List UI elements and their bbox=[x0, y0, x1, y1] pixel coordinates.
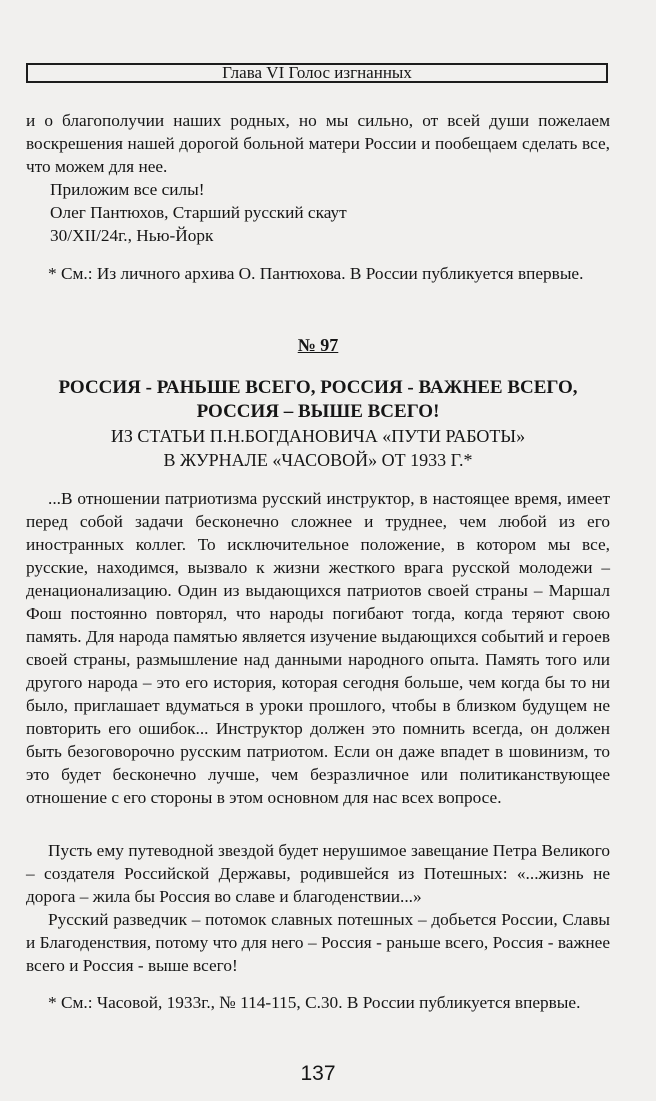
chapter-header: Глава VI Голос изгнанных bbox=[26, 63, 608, 83]
footnote: * См.: Из личного архива О. Пантюхова. В России публикуется впервые. bbox=[48, 264, 584, 283]
footnote: * См.: Часовой, 1933г., № 114-115, С.30. В России публикуется впервые. bbox=[48, 993, 581, 1012]
body-paragraph: Пусть ему путеводной звездой будет нерушимое завещание Петра Великого – создателя Российской Державы, родившейся из Потешных: «...жизнь не дорога – жила бы Россия во славе и благоденствии...» bbox=[26, 841, 610, 906]
closing-line: Олег Пантюхов, Старший русский скаут bbox=[50, 203, 347, 222]
document-subtitle: ИЗ СТАТЬИ П.Н.БОГДАНОВИЧА «ПУТИ РАБОТЫ» bbox=[110, 426, 526, 446]
document-title: РОССИЯ – ВЫШЕ ВСЕГО! bbox=[196, 401, 440, 422]
document-title: РОССИЯ - РАНЬШЕ ВСЕГО, РОССИЯ - ВАЖНЕЕ ВСЕГО, bbox=[58, 377, 578, 398]
document-number: № 97 bbox=[297, 335, 339, 355]
closing-line: Приложим все силы! bbox=[50, 180, 205, 199]
closing-line: 30/XII/24г., Нью-Йорк bbox=[50, 226, 214, 245]
body-paragraph: Русский разведчик – потомок славных потешных – добьется России, Славы и Благоденствия, потому что для него – Россия - раньше всего, Россия - важнее всего и Россия - выше всего! bbox=[26, 910, 610, 975]
body-paragraph: ...В отношении патриотизма русский инструктор, в настоящее время, имеет перед собой задачи бесконечно сложнее и труднее, чем любой из его иностранных коллег. То исключительное положение, в котором мы все, русские, находимся, вызвало к жизни жесткого врага русской молодежи – денационализацию. Один из выдающихся патриотов своей страны – Маршал Фош постоянно повторял, что народы погибают тогда, когда теряют свою память. Для народа памятью является изучение выдающихся событий и героев своей страны, размышление над данными народного опыта. Память того или другого народа – это его история, которая сегодня больше, чем когда бы то ни было, приглашает вдуматься в уроки прошлого, чтобы в близком будущем не повторить его ошибок... Инструктор должен это помнить всегда, он должен быть безоговорочно русским патриотом. Если он даже впадет в шовинизм, то это будет бесконечно лучше, чем безразличное или политиканствующее отношение с его стороны в этом основном для нас всех вопросе. bbox=[26, 489, 610, 807]
page-number: 137 bbox=[300, 1062, 336, 1085]
paragraph: и о благополучии наших родных, но мы сильно, от всей души пожелаем воскрешения нашей дорогой больной матери России и пообещаем сделать все, что можем для нее. bbox=[26, 111, 610, 176]
document-subtitle: В ЖУРНАЛЕ «ЧАСОВОЙ» ОТ 1933 Г.* bbox=[163, 450, 473, 470]
